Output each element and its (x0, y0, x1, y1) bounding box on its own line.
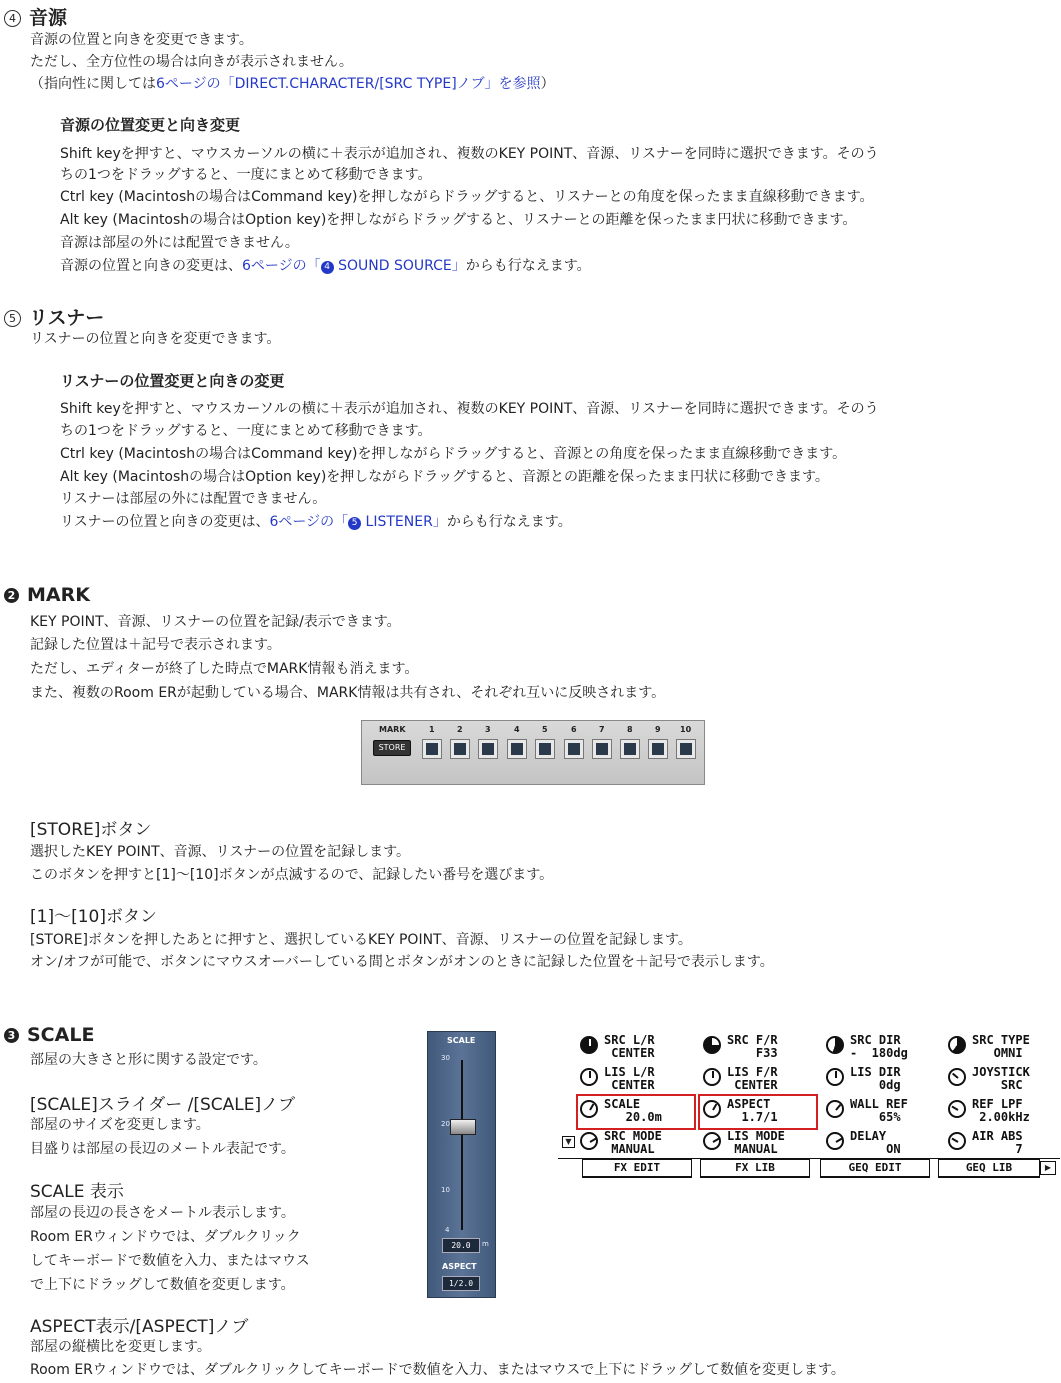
scale-panel-title: SCALE (447, 1036, 476, 1045)
knob-icon (826, 1100, 844, 1118)
page-reference-link[interactable]: 6ページの「DIRECT.CHARACTER/[SRC TYPE]ノブ」を参照 (156, 76, 541, 92)
text-line: してキーボードで数値を入力、またはマウス (30, 1253, 310, 1269)
text-line: Ctrl key (Macintoshの場合はCommand key)を押しながらドラッグすると、音源との角度を保ったまま直線移動できます。 (60, 446, 847, 462)
lcd-param-lis-lr[interactable] (580, 1065, 702, 1093)
mark-number-label: 10 (680, 725, 692, 734)
circled-number: 5 (348, 517, 361, 530)
lcd-param-ref-lpf[interactable] (948, 1097, 1061, 1125)
lcd-param-delay[interactable] (826, 1129, 948, 1157)
lcd-param-air-abs[interactable] (948, 1129, 1061, 1157)
page-reference-link[interactable] (242, 258, 466, 274)
mark-button-6[interactable] (564, 739, 584, 759)
text-line: リスナーは部屋の外には配置できません。 (60, 491, 327, 507)
text-line: Room ERウィンドウでは、ダブルクリックしてキーボードで数値を入力、またはマウスで上下にドラッグして数値を変更します。 (30, 1362, 845, 1378)
text-line: また、複数のRoom ERが起動している場合、MARK情報は共有され、それぞれ互いに反映されます。 (30, 685, 666, 701)
subsection-title: 音源の位置変更と向き変更 (60, 116, 241, 134)
param-value: CENTER (604, 1046, 655, 1060)
text-line: ちの1つをドラッグすると、一度にまとめて移動できます。 (60, 423, 432, 439)
circled-number: 2 (4, 588, 19, 603)
mark-label: MARK (379, 725, 406, 734)
mark-button-9[interactable] (648, 739, 668, 759)
param-value: 1.7/1 (727, 1110, 778, 1124)
text-line: 部屋の大きさと形に関する設定です。 (30, 1052, 267, 1068)
param-name: ASPECT (727, 1097, 771, 1111)
param-value: 65% (850, 1110, 901, 1124)
text-part: リスナーの位置と向きの変更は、 (60, 514, 270, 530)
scale-unit: m (482, 1240, 489, 1248)
knob-icon (703, 1132, 721, 1150)
circled-number: 3 (4, 1028, 19, 1043)
knob-icon (948, 1036, 966, 1054)
param-value: CENTER (604, 1078, 655, 1092)
text-line: 部屋のサイズを変更します。 (30, 1117, 210, 1133)
scale-value-display[interactable]: 20.0 (442, 1238, 480, 1253)
text-line: 目盛りは部屋の長辺のメートル表記です。 (30, 1141, 295, 1157)
lcd-parameter-display (558, 1031, 1060, 1179)
scale-slider-thumb[interactable] (450, 1119, 476, 1135)
knob-icon (948, 1132, 966, 1150)
section-mark-heading (4, 584, 90, 606)
text-line: オン/オフが可能で、ボタンにマウスオーバーしている間とボタンがオンのときに記録した位置を＋記号で表示します。 (30, 954, 774, 970)
page-reference-link[interactable] (269, 514, 446, 530)
tab-fx-lib[interactable]: FX LIB (700, 1159, 810, 1178)
highlight-aspect (698, 1094, 818, 1130)
mark-button-8[interactable] (620, 739, 640, 759)
knob-icon (580, 1036, 598, 1054)
param-value: 2.00kHz (972, 1110, 1030, 1124)
subsection-title: リスナーの位置変更と向きの変更 (60, 372, 285, 390)
text-line (60, 511, 572, 533)
link-text: SOUND SOURCE」 (333, 258, 466, 274)
mark-button-2[interactable] (450, 739, 470, 759)
text-line: Alt key (Macintoshの場合はOption key)を押しながらドラッグすると、音源との距離を保ったまま円状に移動できます。 (60, 469, 829, 485)
text-part: からも行なえます。 (446, 514, 572, 530)
param-value: MANUAL (727, 1142, 778, 1156)
param-value: F33 (727, 1046, 778, 1060)
knob-icon (948, 1068, 966, 1086)
link-text: 6ページの「 (269, 514, 349, 530)
param-name: SRC L/R (604, 1033, 655, 1047)
mark-number-label: 6 (571, 725, 577, 734)
text-line: Room ERウィンドウでは、ダブルクリック (30, 1229, 301, 1245)
number-buttons-heading: [1]～[10]ボタン (30, 907, 157, 927)
text-part: ） (540, 76, 555, 92)
param-name: DELAY (850, 1129, 887, 1143)
param-value: MANUAL (604, 1142, 655, 1156)
param-name: LIS F/R (727, 1065, 778, 1079)
param-name: LIS DIR (850, 1065, 901, 1079)
lcd-param-lis-fr[interactable] (703, 1065, 825, 1093)
aspect-panel-title: ASPECT (442, 1262, 477, 1271)
slider-rail (461, 1060, 463, 1230)
mark-number-label: 4 (514, 725, 520, 734)
text-line: Alt key (Macintoshの場合はOption key)を押しながらドラッグすると、リスナーとの距離を保ったまま円状に移動できます。 (60, 212, 857, 228)
param-name: REF LPF (972, 1097, 1023, 1111)
param-name: SRC TYPE (972, 1033, 1030, 1047)
knob-icon (580, 1068, 598, 1086)
scale-slider-panel (427, 1031, 496, 1298)
tick-label: 30 (441, 1054, 450, 1062)
next-page-arrow-icon[interactable]: ▶ (1040, 1161, 1056, 1175)
text-line: リスナーの位置と向きを変更できます。 (30, 331, 281, 347)
tab-fx-edit[interactable]: FX EDIT (582, 1159, 692, 1178)
param-value: - 180dg (850, 1046, 908, 1060)
aspect-heading: ASPECT表示/[ASPECT]ノブ (30, 1317, 249, 1337)
param-value: CENTER (727, 1078, 778, 1092)
mark-panel (361, 720, 705, 785)
mark-number-label: 9 (655, 725, 661, 734)
circled-number: 4 (321, 261, 334, 274)
param-value: SRC (972, 1078, 1023, 1092)
mark-button-10[interactable] (676, 739, 696, 759)
lcd-param-joystick[interactable] (948, 1065, 1061, 1093)
store-button-heading: [STORE]ボタン (30, 820, 152, 840)
mark-number-label: 8 (627, 725, 633, 734)
lcd-param-src-mode[interactable] (580, 1129, 702, 1157)
param-value: 20.0m (604, 1110, 662, 1124)
text-line: KEY POINT、音源、リスナーの位置を記録/表示できます。 (30, 614, 401, 630)
knob-icon (826, 1036, 844, 1054)
text-part: （指向性に関しては (30, 76, 156, 92)
param-name: SRC F/R (727, 1033, 778, 1047)
circled-number: 4 (4, 10, 21, 27)
text-line (30, 73, 555, 95)
section-scale-heading (4, 1024, 94, 1046)
text-line: Shift keyを押すと、マウスカーソルの横に＋表示が追加され、複数のKEY POINT、音源、リスナーを同時に選択できます。そのう (60, 401, 879, 417)
param-value: ON (850, 1142, 901, 1156)
link-text: 6ページの「 (242, 258, 321, 274)
lcd-param-src-dir[interactable] (826, 1033, 948, 1061)
knob-icon (826, 1132, 844, 1150)
text-line: ただし、エディターが終了した時点でMARK情報も消えます。 (30, 661, 419, 677)
text-line: Ctrl key (Macintoshの場合はCommand key)を押しながらドラッグすると、リスナーとの角度を保ったまま直線移動できます。 (60, 189, 874, 205)
tick-label: 4 (445, 1226, 450, 1234)
text-line: ちの1つをドラッグすると、一度にまとめて移動できます。 (60, 167, 432, 183)
section-listener-heading (4, 303, 104, 330)
mark-number-label: 2 (457, 725, 463, 734)
text-line: ただし、全方位性の場合は向きが表示されません。 (30, 54, 353, 70)
param-name: SCALE (604, 1097, 641, 1111)
text-line: 音源の位置と向きを変更できます。 (30, 32, 253, 48)
param-value: 0dg (850, 1078, 901, 1092)
section-title: リスナー (29, 307, 105, 329)
param-name: LIS L/R (604, 1065, 655, 1079)
param-name: AIR ABS (972, 1129, 1023, 1143)
mark-number-label: 5 (542, 725, 548, 734)
text-part: からも行なえます。 (465, 258, 591, 274)
text-line: 部屋の縦横比を変更します。 (30, 1339, 211, 1355)
store-button[interactable]: STORE (373, 740, 411, 756)
highlight-scale (576, 1094, 696, 1130)
param-name: SRC DIR (850, 1033, 901, 1047)
knob-icon (580, 1132, 598, 1150)
text-line: Shift keyを押すと、マウスカーソルの横に＋表示が追加され、複数のKEY POINT、音源、リスナーを同時に選択できます。そのう (60, 146, 879, 162)
aspect-value-display[interactable]: 1/2.0 (442, 1276, 480, 1291)
text-line (60, 255, 591, 277)
text-line: で上下にドラッグして数値を変更します。 (30, 1277, 295, 1293)
knob-icon (703, 1036, 721, 1054)
knob-icon (703, 1068, 721, 1086)
param-value: OMNI (972, 1046, 1023, 1060)
mark-button-4[interactable] (507, 739, 527, 759)
lcd-param-src-lr[interactable] (580, 1033, 702, 1061)
section-title: MARK (27, 584, 90, 606)
lcd-param-lis-dir[interactable] (826, 1065, 948, 1093)
knob-icon (826, 1068, 844, 1086)
circled-number: 5 (4, 310, 21, 327)
lcd-param-src-fr[interactable] (703, 1033, 825, 1061)
dropdown-arrow-icon[interactable]: ▼ (562, 1136, 575, 1148)
text-part: 音源の位置と向きの変更は、 (60, 258, 242, 274)
scale-slider-heading: [SCALE]スライダー /[SCALE]ノブ (30, 1095, 296, 1115)
text-line: 記録した位置は＋記号で表示されます。 (30, 637, 281, 653)
lcd-param-wall-ref[interactable] (826, 1097, 948, 1125)
tab-geq-edit[interactable]: GEQ EDIT (820, 1159, 930, 1178)
text-line: 部屋の長辺の長さをメートル表示します。 (30, 1205, 295, 1221)
section-sound-source-heading (4, 3, 67, 30)
knob-icon (948, 1100, 966, 1118)
tick-label: 10 (441, 1186, 450, 1194)
text-line: 音源は部屋の外には配置できません。 (60, 235, 299, 251)
text-line: 選択したKEY POINT、音源、リスナーの位置を記録します。 (30, 844, 410, 860)
param-value: 7 (972, 1142, 1023, 1156)
tick-label: 20 (441, 1120, 450, 1128)
link-text: LISTENER」 (361, 514, 447, 530)
text-line: このボタンを押すと[1]～[10]ボタンが点滅するので、記録したい番号を選びます。 (30, 867, 554, 883)
mark-button-5[interactable] (535, 739, 555, 759)
param-name: WALL REF (850, 1097, 908, 1111)
mark-number-label: 7 (599, 725, 605, 734)
section-title: 音源 (29, 7, 68, 29)
mark-button-1[interactable] (422, 739, 442, 759)
param-name: JOYSTICK (972, 1065, 1030, 1079)
text-line: [STORE]ボタンを押したあとに押すと、選択しているKEY POINT、音源、リスナーの位置を記録します。 (30, 932, 692, 948)
scale-display-heading: SCALE 表示 (30, 1182, 124, 1202)
tab-geq-lib[interactable]: GEQ LIB (938, 1159, 1040, 1178)
mark-number-label: 1 (429, 725, 435, 734)
lcd-param-src-type[interactable] (948, 1033, 1061, 1061)
param-name: SRC MODE (604, 1129, 662, 1143)
lcd-param-lis-mode[interactable] (703, 1129, 825, 1157)
mark-button-3[interactable] (478, 739, 498, 759)
param-name: LIS MODE (727, 1129, 785, 1143)
mark-number-label: 3 (485, 725, 491, 734)
mark-button-7[interactable] (592, 739, 612, 759)
section-title: SCALE (27, 1024, 95, 1046)
